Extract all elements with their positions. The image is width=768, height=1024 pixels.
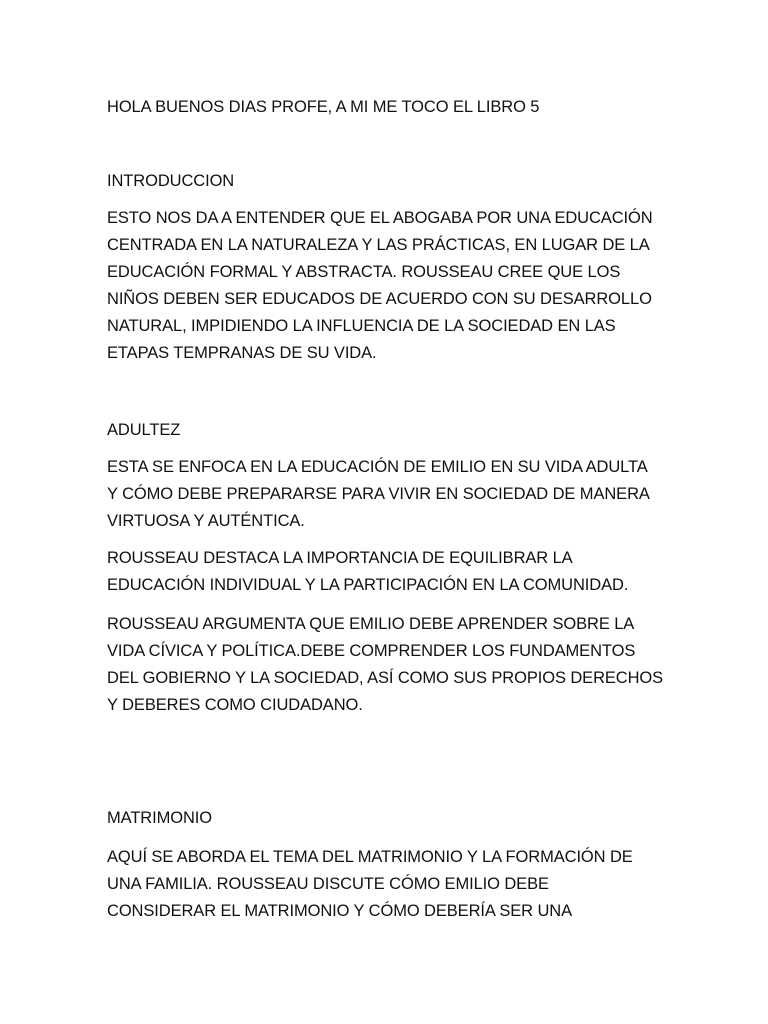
intro-line-3: EDUCACIÓN FORMAL Y ABSTRACTA. ROUSSEAU CREE QUE LOS [107,263,621,281]
greeting-line: HOLA BUENOS DIAS PROFE, A MI ME TOCO EL LIBRO 5 [107,98,540,116]
adultez-p2-line-1: ROUSSEAU DESTACA LA IMPORTANCIA DE EQUILIBRAR LA [107,549,573,567]
intro-line-1: ESTO NOS DA A ENTENDER QUE EL ABOGABA POR UNA EDUCACIÓN [107,209,653,227]
section-heading-introduccion: INTRODUCCION [107,172,235,190]
adultez-p3-line-2: VIDA CÍVICA Y POLÍTICA.DEBE COMPRENDER LOS FUNDAMENTOS [107,642,636,660]
intro-line-6: ETAPAS TEMPRANAS DE SU VIDA. [107,344,377,362]
matrimonio-line-2: UNA FAMILIA. ROUSSEAU DISCUTE CÓMO EMILIO DEBE [107,875,549,893]
adultez-p1-line-2: Y CÓMO DEBE PREPARARSE PARA VIVIR EN SOCIEDAD DE MANERA [107,485,650,503]
adultez-p1-line-1: ESTA SE ENFOCA EN LA EDUCACIÓN DE EMILIO EN SU VIDA ADULTA [107,458,648,476]
adultez-p1-line-3: VIRTUOSA Y AUTÉNTICA. [107,512,305,530]
intro-line-5: NATURAL, IMPIDIENDO LA INFLUENCIA DE LA SOCIEDAD EN LAS [107,317,616,335]
matrimonio-line-3: CONSIDERAR EL MATRIMONIO Y CÓMO DEBERÍA SER UNA [107,902,573,920]
matrimonio-line-1: AQUÍ SE ABORDA EL TEMA DEL MATRIMONIO Y LA FORMACIÓN DE [107,848,633,866]
adultez-p3-line-3: DEL GOBIERNO Y LA SOCIEDAD, ASÍ COMO SUS PROPIOS DERECHOS [107,669,664,687]
section-heading-adultez: ADULTEZ [107,421,181,439]
intro-line-4: NIÑOS DEBEN SER EDUCADOS DE ACUERDO CON SU DESARROLLO [107,290,652,308]
adultez-p3-line-4: Y DEBERES COMO CIUDADANO. [107,696,363,714]
intro-line-2: CENTRADA EN LA NATURALEZA Y LAS PRÁCTICAS, EN LUGAR DE LA [107,236,650,254]
adultez-p3-line-1: ROUSSEAU ARGUMENTA QUE EMILIO DEBE APRENDER SOBRE LA [107,615,635,633]
section-heading-matrimonio: MATRIMONIO [107,809,213,827]
adultez-p2-line-2: EDUCACIÓN INDIVIDUAL Y LA PARTICIPACIÓN EN LA COMUNIDAD. [107,576,629,594]
